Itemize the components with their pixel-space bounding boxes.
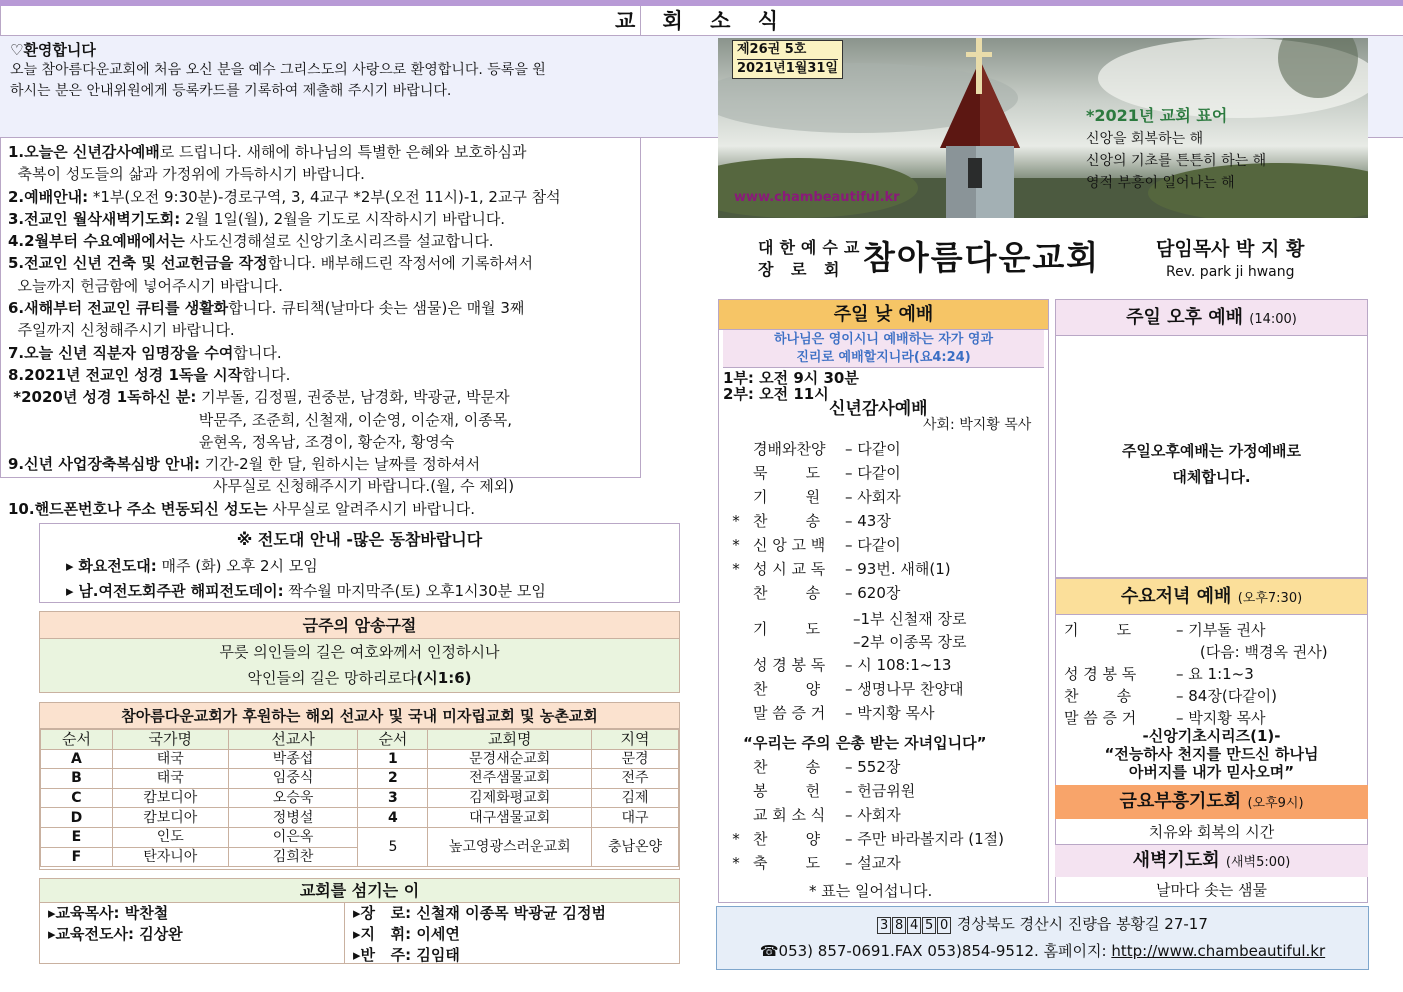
wednesday-series: -신앙기초시리즈(1)- bbox=[1142, 727, 1281, 745]
homepage-link[interactable]: http://www.chambeautiful.kr bbox=[1111, 942, 1326, 960]
welcome-title: ♡환영합니다 bbox=[10, 41, 96, 59]
table-cell: 김제 bbox=[592, 788, 679, 808]
motto-line: 신앙을 회복하는 해 bbox=[1086, 131, 1204, 147]
memory-verse-box bbox=[39, 611, 680, 693]
issue-date: 2021년1월31일 bbox=[737, 61, 838, 76]
church-header bbox=[718, 226, 1368, 292]
church-motto bbox=[1086, 104, 1266, 194]
motto-line: 신앙의 기초를 튼튼히 하는 해 bbox=[1086, 153, 1267, 169]
wednesday-order-item: 찬 송 – 84장(다같이) bbox=[1064, 687, 1278, 705]
servants-box bbox=[39, 878, 680, 964]
evangelism-box bbox=[39, 523, 680, 603]
afternoon-msg-line: 주일오후예배는 가정예배로 bbox=[1121, 442, 1302, 460]
order-item: * 축 도 – 설교자 bbox=[732, 854, 901, 872]
memory-line: 무릇 의인들의 길은 여호와께서 인정하시나 bbox=[219, 643, 500, 661]
denomination-line: 장 로 회 bbox=[758, 260, 846, 279]
news-item: 10.핸드폰번호나 주소 변동되신 성도는 사무실로 알려주시기 바랍니다. bbox=[8, 499, 476, 518]
denomination bbox=[758, 237, 865, 281]
table-cell: 높고영광스러운교회 bbox=[428, 827, 592, 866]
servant-item: ▸교육목사: 박찬철 bbox=[48, 904, 169, 922]
news-item: 오늘까지 헌금함에 넣어주시기 바랍니다. bbox=[8, 276, 283, 295]
order-item: * 성 시 교 독 – 93번. 새해(1) bbox=[732, 560, 951, 578]
table-cell: 대구샘물교회 bbox=[428, 808, 592, 828]
dawn-prayer-sub: 날마다 솟는 샘물 bbox=[1055, 877, 1368, 903]
footer bbox=[716, 906, 1369, 970]
table-row bbox=[41, 808, 679, 828]
address-line bbox=[717, 911, 1368, 938]
order-item: * 신 앙 고 백 – 다같이 bbox=[732, 536, 901, 554]
table-header-cell: 국가명 bbox=[112, 730, 228, 750]
motto-title: *2021년 교회 표어 bbox=[1086, 106, 1228, 125]
table-cell: F bbox=[41, 847, 113, 867]
church-name: 참아름다운교회 bbox=[863, 238, 1101, 277]
table-cell: 태국 bbox=[112, 749, 228, 769]
table-cell: 탄자니아 bbox=[112, 847, 228, 867]
news-item: 6.새해부터 전교인 큐티를 생활화합니다. 큐티책(날마다 솟는 샘물)은 매월 3째 bbox=[8, 299, 525, 318]
news-item: 3.전교인 월삭새벽기도회: 2월 1일(월), 2월을 기도로 시작하시기 바랍니다. bbox=[8, 209, 506, 228]
table-cell: 박종섭 bbox=[228, 749, 358, 769]
friday-prayer-sub: 치유와 회복의 시간 bbox=[1055, 819, 1368, 845]
sermon-title: “우리는 주의 은총 받는 자녀입니다” bbox=[743, 734, 987, 752]
news-item: 8.2021년 전교인 성경 1독을 시작합니다. bbox=[8, 365, 291, 384]
welcome-line: 하시는 분은 안내위원에게 등록카드를 기록하여 제출해 주시기 바랍니다. bbox=[10, 83, 452, 99]
wednesday-order-item: 기 도 – 기부돌 권사 bbox=[1064, 621, 1266, 639]
phone-fax: ☎053) 857-0691.FAX 053)854-9512. 홈페이지: bbox=[759, 942, 1112, 960]
order-item: 찬 송 – 552장 bbox=[753, 758, 901, 776]
table-cell: 임중식 bbox=[228, 769, 358, 789]
table-cell: 전주 bbox=[592, 769, 679, 789]
news-item: *2020년 성경 1독하신 분: 기부돌, 김정필, 권중분, 남경화, 박광균, 박문자 bbox=[8, 388, 510, 407]
table-cell: 오승욱 bbox=[228, 788, 358, 808]
table-cell: B bbox=[41, 769, 113, 789]
order-item: 봉 헌 – 헌금위원 bbox=[753, 782, 916, 800]
table-cell: 4 bbox=[358, 808, 428, 828]
table-cell: D bbox=[41, 808, 113, 828]
table-cell: 문경 bbox=[592, 749, 679, 769]
order-item: 경배와찬양 – 다같이 bbox=[753, 440, 901, 458]
table-header-cell: 선교사 bbox=[228, 730, 358, 750]
wednesday-order-item: (다음: 백경옥 권사) bbox=[1176, 643, 1328, 661]
service-time: 1부: 오전 9시 30분 bbox=[723, 369, 859, 387]
wednesday-title: 수요저녁 예배 (오후7:30) bbox=[1056, 579, 1367, 615]
verse-line: 하나님은 영이시니 예배하는 자가 영과 bbox=[773, 332, 994, 347]
mission-title: 참아름다운교회가 후원하는 해외 선교사 및 국내 미자립교회 및 농촌교회 bbox=[40, 703, 679, 729]
table-cell: 인도 bbox=[112, 827, 228, 847]
news-item: 박문주, 조준희, 신철재, 이순영, 이순재, 이종목, bbox=[8, 410, 512, 429]
table-cell: 캄보디아 bbox=[112, 808, 228, 828]
table-cell: 1 bbox=[358, 749, 428, 769]
table-cell: 3 bbox=[358, 788, 428, 808]
memory-line: 악인들의 길은 망하리로다(시1:6) bbox=[247, 669, 472, 687]
denomination-line: 대한예수교 bbox=[758, 238, 866, 257]
header-banner bbox=[718, 38, 1368, 218]
table-cell: 김제화평교회 bbox=[428, 788, 592, 808]
table-cell: 전주샘물교회 bbox=[428, 769, 592, 789]
table-header-cell: 순서 bbox=[358, 730, 428, 750]
issue-box bbox=[732, 40, 843, 79]
wednesday-order-item: 말 씀 증 거 – 박지황 목사 bbox=[1064, 709, 1266, 727]
evangelism-item: ▸ 화요전도대: 매주 (화) 오후 2시 모임 bbox=[66, 557, 318, 575]
evangelism-title: ※ 전도대 안내 -많은 동참바랍니다 bbox=[236, 530, 483, 549]
servant-item: ▸장 로: 신철재 이종목 박광균 김정범 bbox=[353, 904, 606, 922]
sunday-service-box bbox=[718, 299, 1049, 903]
order-item: 묵 도 – 다같이 bbox=[753, 464, 901, 482]
mission-support-box bbox=[39, 702, 680, 870]
news-item: 9.신년 사업장축복심방 안내: 기간-2월 한 달, 원하시는 날짜를 정하셔서 bbox=[8, 455, 481, 474]
table-row bbox=[41, 827, 679, 847]
wednesday-quote: 아버지를 내가 믿사오며” bbox=[1128, 763, 1295, 781]
afternoon-msg-line: 대체합니다. bbox=[1172, 468, 1251, 486]
table-cell: 김희찬 bbox=[228, 847, 358, 867]
order-item: * 찬 양 – 주만 바라볼지라 (1절) bbox=[732, 830, 1004, 848]
service-time: 2부: 오전 11시 bbox=[723, 385, 829, 403]
pastor-name-en: Rev. park ji hwang bbox=[1166, 264, 1295, 280]
servants-title: 교회를 섬기는 이 bbox=[40, 879, 679, 903]
table-cell: 태국 bbox=[112, 769, 228, 789]
table-cell: A bbox=[41, 749, 113, 769]
wednesday-order-item: 성 경 봉 독 – 요 1:1~3 bbox=[1064, 665, 1254, 683]
dawn-prayer-title: 새벽기도회 (새벽5:00) bbox=[1055, 845, 1368, 877]
table-row bbox=[41, 769, 679, 789]
news-item: 5.전교인 신년 건축 및 선교헌금을 작정합니다. 배부해드린 작정서에 기록하셔서 bbox=[8, 254, 534, 273]
sunday-verse bbox=[723, 330, 1044, 368]
service-name: 신년감사예배 bbox=[829, 399, 928, 419]
afternoon-title: 주일 오후 예배 (14:00) bbox=[1056, 300, 1367, 336]
order-item: 성 경 봉 독 – 시 108:1~13 bbox=[753, 656, 952, 674]
contact-line bbox=[717, 938, 1368, 965]
table-cell: E bbox=[41, 827, 113, 847]
order-item: 찬 양 – 생명나무 찬양대 bbox=[753, 680, 964, 698]
table-header-row bbox=[41, 730, 679, 750]
mission-table bbox=[40, 729, 679, 867]
evangelism-item: ▸ 남.여전도회주관 해피전도데이: 짝수월 마지막주(토) 오후1시30분 모임 bbox=[66, 582, 546, 600]
table-cell: 이은옥 bbox=[228, 827, 358, 847]
news-title: 교 회 소 식 bbox=[0, 6, 1403, 36]
table-cell: 문경새순교회 bbox=[428, 749, 592, 769]
service-host: 사회: 박지황 목사 bbox=[923, 417, 1032, 433]
news-item: 4.2월부터 수요예배에서는 사도신경해설로 신앙기초시리즈를 설교합니다. bbox=[8, 232, 494, 251]
order-item: 기 원 – 사회자 bbox=[753, 488, 901, 506]
table-cell: C bbox=[41, 788, 113, 808]
table-header-cell: 순서 bbox=[41, 730, 113, 750]
memory-title: 금주의 암송구절 bbox=[40, 612, 679, 639]
servants-left bbox=[48, 903, 183, 945]
table-cell: 2 bbox=[358, 769, 428, 789]
table-cell: 캄보디아 bbox=[112, 788, 228, 808]
order-item: * 찬 송 – 43장 bbox=[732, 512, 891, 530]
table-cell: 충남온양 bbox=[592, 827, 679, 866]
table-row bbox=[41, 749, 679, 769]
zip-code: 3 8 4 5 0 bbox=[877, 915, 952, 933]
table-cell: 정병설 bbox=[228, 808, 358, 828]
news-item: 2.예배안내: *1부(오전 9:30분)-경로구역, 3, 4교구 *2부(오전 11시)-1, 2교구 참석 bbox=[8, 187, 561, 206]
news-item: 7.오늘 신년 직분자 임명장을 수여합니다. bbox=[8, 343, 282, 362]
friday-prayer-title: 금요부흥기도회 (오후9시) bbox=[1055, 785, 1368, 819]
pastor-name: 담임목사 박 지 황 bbox=[1156, 238, 1305, 260]
servant-item: ▸교육전도사: 김상완 bbox=[48, 925, 183, 943]
order-item: 교 회 소 식 – 사회자 bbox=[753, 806, 901, 824]
news-item: 주일까지 신청해주시기 바랍니다. bbox=[8, 321, 235, 340]
afternoon-service-box bbox=[1055, 299, 1368, 578]
news-item: 사무실로 신청해주시기 바랍니다.(월, 수 제외) bbox=[8, 477, 515, 496]
table-cell: 대구 bbox=[592, 808, 679, 828]
servants-right bbox=[344, 903, 606, 964]
motto-line: 영적 부흥이 일어나는 해 bbox=[1086, 175, 1235, 191]
order-item: 말 씀 증 거 – 박지황 목사 bbox=[753, 704, 935, 722]
wednesday-service-box bbox=[1055, 578, 1368, 788]
servant-item: ▸지 휘: 이세연 bbox=[353, 925, 460, 943]
prayer-line: –2부 이종목 장로 bbox=[853, 633, 967, 651]
order-item: 기 도 bbox=[753, 620, 821, 638]
servant-item: ▸반 주: 김임태 bbox=[353, 946, 460, 964]
news-item: 윤현옥, 정옥남, 조경이, 황순자, 황영숙 bbox=[8, 432, 455, 451]
table-header-cell: 지역 bbox=[592, 730, 679, 750]
issue-volume: 제26권 5호 bbox=[737, 42, 807, 57]
table-row bbox=[41, 788, 679, 808]
address: 경상북도 경산시 진량읍 봉황길 27-17 bbox=[952, 915, 1208, 933]
standing-note: * 표는 일어섭니다. bbox=[809, 882, 933, 900]
table-cell: 5 bbox=[358, 827, 428, 866]
banner-url: www.chambeautiful.kr bbox=[734, 190, 900, 205]
verse-line: 진리로 예배할지니라(요4:24) bbox=[796, 350, 971, 365]
news-item: 1.오늘은 신년감사예배로 드립니다. 새해에 하나님의 특별한 은혜와 보호하심과 bbox=[8, 143, 527, 161]
table-header-cell: 교회명 bbox=[428, 730, 592, 750]
prayer-line: –1부 신철재 장로 bbox=[853, 610, 967, 628]
welcome-line: 오늘 참아름다운교회에 처음 오신 분을 예수 그리스도의 사랑으로 환영합니다. 등록을 원 bbox=[10, 62, 546, 78]
afternoon-message bbox=[1056, 438, 1367, 490]
wednesday-quote: “전능하사 천지를 만드신 하나님 bbox=[1104, 745, 1319, 763]
order-item: 찬 송 – 620장 bbox=[753, 584, 901, 602]
news-item: 축복이 성도들의 삶과 가정위에 가득하시기 바랍니다. bbox=[8, 165, 365, 184]
sunday-title: 주일 낮 예배 bbox=[719, 300, 1048, 330]
